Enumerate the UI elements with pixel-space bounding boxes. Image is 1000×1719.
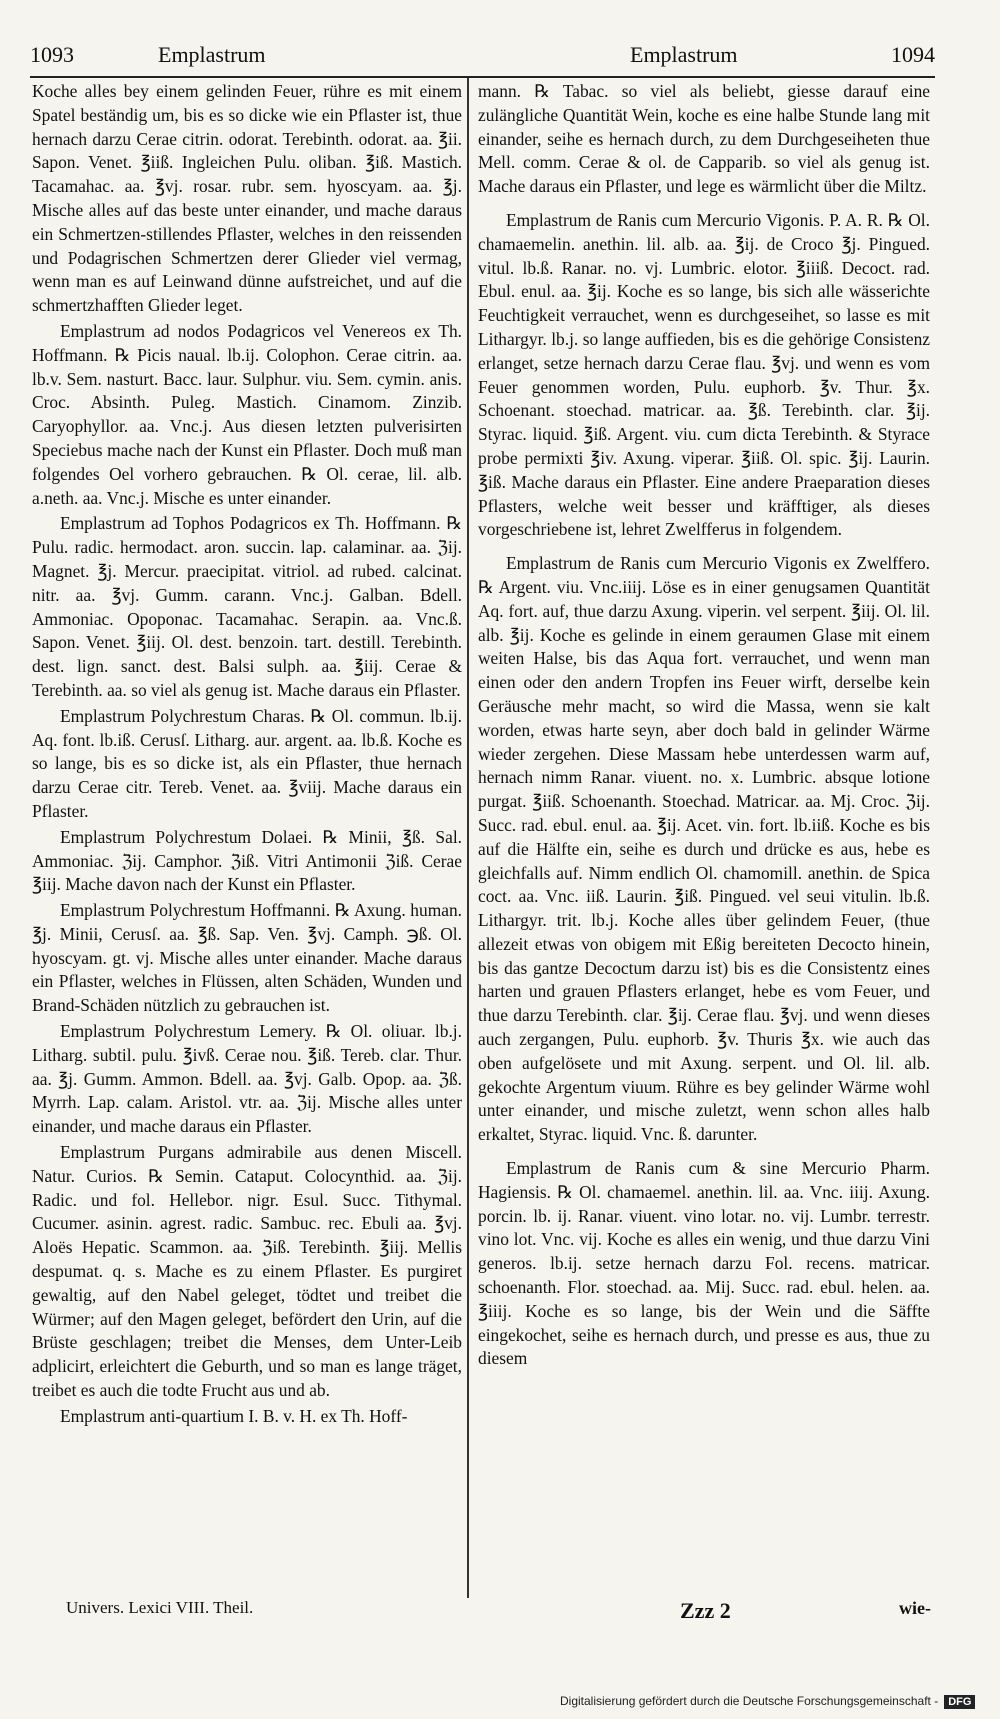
- footer-lexicon-volume: Univers. Lexici VIII. Theil.: [66, 1598, 254, 1617]
- paragraph: Emplastrum Polychrestum Dolaei. ℞ Minii, ℥ß. Sal. Ammoniac. ℨij. Camphor. ℨiß. Vitri Antimonii ℨiß. Cerae ℥iij. Mache davon nach der Kunst ein Pflaster.: [32, 826, 462, 895]
- running-title-right: Emplastrum: [630, 42, 738, 67]
- paragraph: Emplastrum anti-quartium I. B. v. H. ex Th. Hoff-: [60, 1405, 408, 1426]
- paragraph: mann. ℞ Tabac. so viel als beliebt, giesse darauf eine zulängliche Quantität Wein, koche es eine halbe Stunde lang mit einander, seihe es hernach durch, zu dem Durchgeseiheten thue Mell. comm. Cerae & ol. de Capparib. so viel als genug ist. Mache daraus ein Pflaster, und lege es wärmlicht über die Miltz.: [478, 81, 930, 197]
- paragraph: Emplastrum de Ranis cum Mercurio Vigonis. P. A. R. ℞ Ol. chamaemelin. anethin. lil. alb. aa. ℥ij. de Croco ℥j. Pingued. vitul. lb.ß. Ranar. no. vj. Lumbric. elotor. ℥iiiß. Decoct. rad. Ebul. enul. aa. ℥ij. Koche es so lange, bis sich alle wässerichte Feuchtigkeit verrauchet, wenn es durchgeseihet, so lasse es mit Lithargyr. lb.j. so lange auffieden, bis es die gehörige Consistenz erlanget, setze hernach darzu Cerae flau. ℥vj. und wenn es vom Feuer genommen worden, Pulu. euphorb. ℥v. Thur. ℥x. Schoenant. stoechad. matricar. aa. ℥ß. Terebinth. clar. ℥ij. Styrac. liquid. ℥iß. Argent. viu. cum dicta Terebinth. & Styrace probe permixti ℥iv. Axung. viperar. ℥iiß. Ol. spic. ℥ij. Laurin. ℥iß. Mache daraus ein Pflaster. Eine andere Praeparation dieses Pflasters, welche weit besser und kräfftiger, als dieses vorgeschriebene ist, lehret Zwelfferus in folgendem.: [478, 209, 930, 540]
- paragraph: Emplastrum Polychrestum Hoffmanni. ℞ Axung. human. ℥j. Minii, Cerusſ. aa. ℥ß. Sap. Ven. ℥vj. Camph. ℈ß. Ol. hyoscyam. gt. vj. Mische alles unter einander. Mache daraus ein Pflaster, welches in Flüssen, alten Schäden, Wunden und Brand-Schäden nützlich zu gebrauchen ist.: [32, 900, 462, 1016]
- paragraph: Emplastrum Purgans admirabile aus denen Miscell. Natur. Curios. ℞ Semin. Cataput. Colocynthid. aa. ℨij. Radic. und fol. Hellebor. nigr. Esul. Succ. Tithymal. Cucumer. asinin. agrest. radic. Sambuc. rec. Ebuli aa. ℥vj. Aloës Hepatic. Scammon. aa. ℨiß. Terebinth. ℥iij. Mellis despumat. q. s. Mache es zu einem Pflaster. Es purgiret gewaltig, auf den Nabel geleget, tödtet und treibet die Würmer; auf den Magen geleget, befördert den Urin, auf die Brüste geschlagen; treibet die Menses, dem Unter-Leib adplicirt, erleichtert die Geburth, und so man es lange träget, treibet es auch die todte Frucht aus und ab.: [32, 1142, 462, 1401]
- paragraph: Emplastrum de Ranis cum Mercurio Vigonis ex Zwelffero. ℞ Argent. viu. Vnc.iiij. Löse es in einer genugsamen Quantität Aq. fort. auf, thue darzu Axung. viperin. vel serpent. ℥iij. Ol. lil. alb. ℥ij. Koche es gelinde in einem geraumen Glase mit einem weiten Halse, bis das Aqua fort. verrauchet, und wenn man einen oder den andern Tropfen ins Feuer wirft, derselbe kein Geräusche mehr macht, so wird die Massa, wenn sie kalt worden, etwas harte seyn, aber doch bald in gelinder Wärme wieder zergehen. Diese Massam hebe unterdessen warm auf, hernach nimm Ranar. viuent. no. x. Lumbric. absque lotione purgat. ℥iiß. Schoenanth. Stoechad. Matricar. aa. Mj. Croc. ℨij. Succ. rad. ebul. enul. aa. ℥ij. Acet. vin. fort. lb.iiß. Koche es bis auf die Hälfte ein, seihe es durch und drücke es aus, hebe es gleichfalls auf. Nimm endlich Ol. chamomill. anethin. de Spica coct. aa. Vnc. iiß. Laurin. ℥iß. Pingued. vel seui vitulin. lb.ß. Lithargyr. trit. lb.j. Koche alles über gelindem Feuer, (thue allezeit etwas von obigem mit Eßig bereiteten Decocto hinein, bis das gantze Decoctum darzu ist) bis es die Consistentz eines harten und grauen Pflasters erlanget, hebe es vom Feuer, und thue darzu Terebinth. clar. ℥ij. Cerae flau. ℥vj. und wenn dieses auch zergangen, Pulu. euphorb. ℥v. Thuris ℥x. wie auch das oben aufgelösete und mit Axung. serpent. und Ol. lil. alb. gekochte Argentum viuum. Rühre es bey gelinder Wärme wohl unter einander, und mische zuletzt, wenn schon alles halb erkaltet, Styrac. liquid. Vnc. ß. darunter.: [478, 553, 930, 1145]
- paragraph: Koche alles bey einem gelinden Feuer, rühre es mit einem Spatel beständig um, bis es so dicke wie ein Pflaster ist, thue hernach darzu Cerae citrin. odorat. Terebinth. odorat. aa. ℥ii. Sapon. Venet. ℥iiß. Ingleichen Pulu. oliban. ℥iß. Mastich. Tacamahac. aa. ℥vj. rosar. rubr. sem. hyoscyam. aa. ℥j. Mische alles auf das beste unter einander, und mache daraus ein Schmertzen-stillendes Pflaster, welches in den reissenden und Podagrischen Schmertzen derer Glieder viel vermag, wenn man es auf Leinwand dünne aufstreichet, und auf die schmertzhafften Glieder leget.: [32, 81, 462, 316]
- digitization-credit: [560, 1694, 975, 1709]
- page-header: [30, 42, 935, 80]
- paragraph: Emplastrum ad nodos Podagricos vel Venereos ex Th. Hoffmann. ℞ Picis naual. lb.ij. Colophon. Cerae citrin. aa. lb.v. Sem. nasturt. Bacc. laur. Sulphur. viu. Sem. cymin. anis. Croc. Absinth. Puleg. Mastich. Cinamom. Zinzib. Caryophyllor. aa. Vnc.j. Aus diesen letzten pulverisirten Speciebus mache nach der Kunst ein Pflaster. Doch muß man folgendes Oel vorhero gebrauchen. ℞ Ol. cerae, lil. alb. a.neth. aa. Vnc.j. Mische es unter einander.: [32, 320, 462, 508]
- paragraph: Emplastrum de Ranis cum & sine Mercurio Pharm. Hagiensis. ℞ Ol. chamaemel. anethin. lil. aa. Vnc. iiij. Axung. porcin. lb. ij. Ranar. viuent. vino lotar. no. vij. Lumbr. terrestr. vino lot. Vnc. vij. Koche es alles ein wenig, und thue darzu Vini generos. lb.ij. setze hernach darzu Fol. recens. matricar. schoenanth. Flor. stoechad. aa. Mij. Succ. rad. ebul. helen. aa. ℥iiij. Koche es so lange, bis der Wein und die Säffte eingekochet, seihe es hernach durch, und presse es aus, thue zu diesem: [478, 1158, 930, 1369]
- paragraph: Emplastrum Polychrestum Lemery. ℞ Ol. oliuar. lb.j. Litharg. subtil. pulu. ℥ivß. Cerae nou. ℥iß. Tereb. clar. Thur. aa. ℥j. Gumm. Ammon. Bdell. aa. ℥vj. Galb. Opop. aa. ℨß. Myrrh. Lap. calam. Aristol. vtr. aa. ℨij. Mische alles unter einander, und mache daraus ein Pflaster.: [32, 1021, 462, 1137]
- paragraph: Emplastrum ad Tophos Podagricos ex Th. Hoffmann. ℞ Pulu. radic. hermodact. aron. succin. lap. calaminar. aa. ℨij. Magnet. ℥j. Mercur. praecipitat. vitriol. ad rubed. calcinat. nitr. aa. ℥vj. Gumm. carann. Vnc.j. Galban. Bdell. Ammoniac. Opoponac. Tacamahac. Serapin. aa. Vnc.ß. Sapon. Venet. ℥iij. Ol. dest. benzoin. tart. destill. Terebinth. dest. lign. sanct. dest. Balsi sulph. aa. ℥iij. Cerae & Terebinth. aa. so viel als genug ist. Mache daraus ein Pflaster.: [32, 513, 462, 700]
- paragraph: Emplastrum Polychrestum Charas. ℞ Ol. commun. lb.ij. Aq. font. lb.iß. Cerusſ. Litharg. aur. argent. aa. lb.ß. Koche es so lange, bis es so dicke ist, als ein Pflaster, thue hernach darzu Cerae citr. Tereb. Venet. aa. ℥viij. Mache daraus ein Pflaster.: [32, 705, 462, 821]
- page-number-right: 1094: [891, 42, 935, 67]
- catchword: wie-: [899, 1598, 931, 1618]
- header-rule: [30, 76, 935, 78]
- running-title-left: Emplastrum: [158, 42, 266, 67]
- signature-mark: Zzz 2: [680, 1598, 731, 1623]
- page-number-left: 1093: [30, 42, 74, 67]
- dfg-logo: DFG: [944, 1695, 975, 1709]
- digitization-text: Digitalisierung gefördert durch die Deutsche Forschungsgemeinschaft -: [560, 1694, 939, 1708]
- right-column: [478, 80, 930, 1595]
- column-divider: [467, 78, 469, 1598]
- left-column: [32, 80, 462, 1595]
- page-footer: [30, 1598, 935, 1632]
